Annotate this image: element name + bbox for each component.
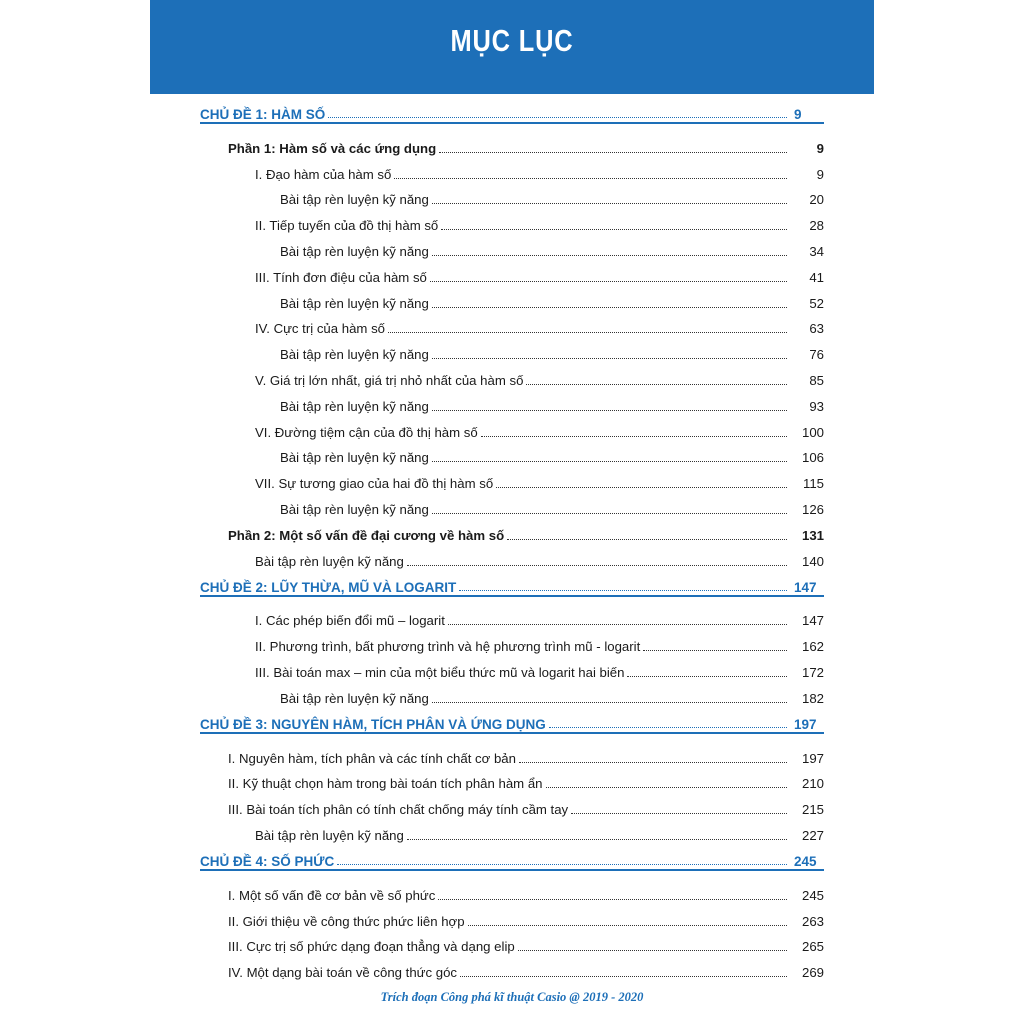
chapter-page-number: 147 — [794, 579, 817, 595]
dot-leader — [439, 151, 787, 153]
dot-leader — [507, 538, 787, 540]
dot-leader — [627, 675, 787, 677]
toc-entry-title: IV. Cực trị của hàm số — [255, 321, 386, 337]
dot-leader — [388, 331, 787, 333]
toc-entry-page: 93 — [809, 398, 824, 414]
toc-entry-title: Bài tập rèn luyện kỹ năng — [255, 827, 404, 843]
toc-entry-title: III. Tính đơn điệu của hàm số — [255, 269, 427, 285]
toc-entry-page: 140 — [801, 553, 824, 569]
toc-entry[interactable] — [200, 233, 824, 259]
toc-entry-page: 269 — [801, 965, 824, 981]
toc-entry[interactable] — [200, 156, 824, 182]
dot-leader — [407, 838, 787, 840]
toc-entry[interactable] — [200, 903, 824, 929]
chapter-heading[interactable] — [200, 843, 824, 869]
toc-entry-title: I. Nguyên hàm, tích phân và các tính chất cơ bản — [228, 750, 516, 766]
chapter-page-number: 197 — [794, 716, 817, 732]
toc-entry-page: 215 — [801, 802, 824, 818]
toc-entry[interactable] — [200, 603, 824, 629]
dot-leader — [432, 460, 787, 462]
toc-entry-page: 263 — [801, 913, 824, 929]
dot-leader — [448, 623, 787, 625]
chapter-label: CHỦ ĐỀ 2: LŨY THỪA, MŨ VÀ LOGARIT — [200, 579, 457, 595]
chapter-divider — [200, 869, 824, 871]
chapter-label: CHỦ ĐỀ 1: HÀM SỐ — [200, 107, 326, 122]
toc-entry-page: 9 — [816, 166, 824, 182]
dot-leader — [459, 589, 787, 591]
toc-entry[interactable] — [200, 182, 824, 208]
toc-entry-title: Bài tập rèn luyện kỹ năng — [280, 690, 429, 706]
dot-leader — [546, 786, 787, 788]
toc-entry-page: 147 — [801, 613, 824, 629]
dot-leader — [432, 701, 787, 703]
dot-leader — [407, 564, 787, 566]
chapter-divider — [200, 122, 824, 124]
dot-leader — [481, 435, 787, 437]
toc-entry[interactable] — [200, 130, 824, 156]
toc-entry[interactable] — [200, 740, 824, 766]
toc-entry-title: III. Bài toán tích phân có tính chất chống máy tính cầm tay — [228, 802, 569, 818]
toc-entry[interactable] — [200, 680, 824, 706]
toc-entry-title: IV. Một dạng bài toán về công thức góc — [228, 965, 458, 981]
toc-entry-page: 9 — [816, 140, 824, 156]
toc-entry-page: 265 — [801, 939, 824, 955]
toc-entry-title: Bài tập rèn luyện kỹ năng — [280, 450, 429, 466]
dot-leader — [468, 924, 787, 926]
toc-entry[interactable] — [200, 336, 824, 362]
toc-entry[interactable] — [200, 440, 824, 466]
toc-entry-title: II. Giới thiệu về công thức phức liên hợp — [228, 913, 465, 929]
dot-leader — [518, 949, 787, 951]
toc-entry-title: VII. Sự tương giao của hai đồ thị hàm số — [255, 476, 494, 492]
dot-leader — [432, 357, 787, 359]
toc-entry-title: Bài tập rèn luyện kỹ năng — [280, 501, 429, 517]
toc-entry[interactable] — [200, 543, 824, 569]
toc-entry-page: 52 — [809, 295, 824, 311]
toc-entry-title: I. Các phép biến đổi mũ – logarit — [255, 613, 445, 629]
toc-entry-page: 172 — [801, 664, 824, 680]
toc-entry-page: 28 — [809, 218, 824, 234]
toc-entry[interactable] — [200, 414, 824, 440]
toc-entry[interactable] — [200, 517, 824, 543]
toc-entry-title: Bài tập rèn luyện kỹ năng — [280, 347, 429, 363]
table-of-contents — [200, 96, 824, 980]
toc-entry-page: 115 — [802, 476, 824, 492]
dot-leader — [432, 202, 787, 204]
dot-leader — [337, 863, 787, 865]
toc-entry-title: III. Bài toán max – min của một biểu thức mũ và logarit hai biến — [255, 664, 625, 680]
page-footer: Trích đoạn Công phá kĩ thuật Casio @ 2019 - 2020 — [380, 990, 644, 1004]
title-banner — [150, 0, 874, 94]
toc-entry[interactable] — [200, 929, 824, 955]
dot-leader — [496, 486, 787, 488]
dot-leader — [432, 512, 787, 514]
toc-entry-title: Bài tập rèn luyện kỹ năng — [255, 553, 404, 569]
dot-leader — [460, 975, 787, 977]
dot-leader — [432, 409, 787, 411]
chapter-label: CHỦ ĐỀ 4: SỐ PHỨC — [200, 853, 335, 869]
dot-leader — [549, 726, 787, 728]
toc-entry-page: 63 — [809, 321, 824, 337]
toc-entry-page: 34 — [809, 243, 824, 259]
chapter-divider — [200, 732, 824, 734]
toc-entry[interactable] — [200, 362, 824, 388]
chapter-label: CHỦ ĐỀ 3: NGUYÊN HÀM, TÍCH PHÂN VÀ ỨNG DỤNG — [200, 716, 546, 732]
dot-leader — [430, 280, 787, 282]
chapter-heading[interactable] — [200, 706, 824, 732]
document-page — [150, 0, 874, 1024]
toc-entry-page: 131 — [801, 527, 824, 543]
dot-leader — [519, 761, 787, 763]
toc-entry-title: I. Một số vấn đề cơ bản về số phức — [228, 887, 436, 903]
toc-entry-title: III. Cực trị số phức dạng đoạn thẳng và dạng elip — [228, 939, 515, 955]
toc-entry[interactable] — [200, 388, 824, 414]
toc-entry-page: 210 — [801, 776, 824, 792]
toc-entry-page: 100 — [801, 424, 824, 440]
toc-entry-title: V. Giá trị lớn nhất, giá trị nhỏ nhất của hàm số — [255, 372, 524, 388]
toc-entry-page: 182 — [801, 690, 824, 706]
toc-entry-page: 126 — [801, 501, 824, 517]
toc-entry[interactable] — [200, 465, 824, 491]
toc-entry[interactable] — [200, 207, 824, 233]
dot-leader — [526, 383, 787, 385]
toc-entry-page: 197 — [801, 750, 824, 766]
toc-entry-page: 20 — [809, 192, 824, 208]
dot-leader — [394, 177, 787, 179]
toc-entry-page: 227 — [801, 827, 824, 843]
toc-entry-title: VI. Đường tiệm cận của đồ thị hàm số — [255, 424, 478, 440]
toc-entry[interactable] — [200, 877, 824, 903]
toc-entry[interactable] — [200, 285, 824, 311]
toc-entry-title: Phần 2: Một số vấn đề đại cương về hàm số — [228, 527, 505, 543]
toc-entry-title: II. Phương trình, bất phương trình và hệ phương trình mũ - logarit — [255, 639, 641, 655]
toc-entry-title: Phần 1: Hàm số và các ứng dụng — [228, 140, 437, 156]
toc-entry-title: Bài tập rèn luyện kỹ năng — [280, 295, 429, 311]
toc-entry[interactable] — [200, 954, 824, 980]
toc-entry[interactable] — [200, 766, 824, 792]
toc-entry[interactable] — [200, 791, 824, 817]
toc-entry-page: 245 — [801, 887, 824, 903]
toc-entry-title: Bài tập rèn luyện kỹ năng — [280, 243, 429, 259]
toc-entry-title: Bài tập rèn luyện kỹ năng — [280, 398, 429, 414]
dot-leader — [328, 116, 787, 118]
toc-entry-title: II. Tiếp tuyến của đồ thị hàm số — [255, 218, 439, 234]
dot-leader — [432, 306, 787, 308]
toc-entry-title: Bài tập rèn luyện kỹ năng — [280, 192, 429, 208]
chapter-divider — [200, 595, 824, 597]
chapter-page-number: 9 — [794, 107, 802, 122]
chapter-heading[interactable] — [200, 569, 824, 595]
dot-leader — [441, 228, 787, 230]
toc-entry-page: 76 — [809, 347, 824, 363]
toc-entry-page: 85 — [809, 372, 824, 388]
dot-leader — [643, 649, 787, 651]
toc-entry-page: 106 — [801, 450, 824, 466]
toc-entry[interactable] — [200, 654, 824, 680]
toc-entry-page: 162 — [801, 639, 824, 655]
chapter-heading[interactable] — [200, 96, 824, 122]
page-title: MỤC LỤC — [450, 23, 574, 58]
toc-entry-page: 41 — [809, 269, 824, 285]
toc-entry[interactable] — [200, 628, 824, 654]
dot-leader — [571, 812, 787, 814]
toc-entry[interactable] — [200, 817, 824, 843]
chapter-page-number: 245 — [794, 853, 817, 869]
dot-leader — [432, 254, 787, 256]
toc-entry[interactable] — [200, 491, 824, 517]
toc-entry-title: II. Kỹ thuật chọn hàm trong bài toán tích phân hàm ẩn — [228, 776, 543, 792]
toc-entry[interactable] — [200, 259, 824, 285]
toc-entry[interactable] — [200, 311, 824, 337]
dot-leader — [438, 898, 787, 900]
toc-entry-title: I. Đạo hàm của hàm số — [255, 166, 392, 182]
